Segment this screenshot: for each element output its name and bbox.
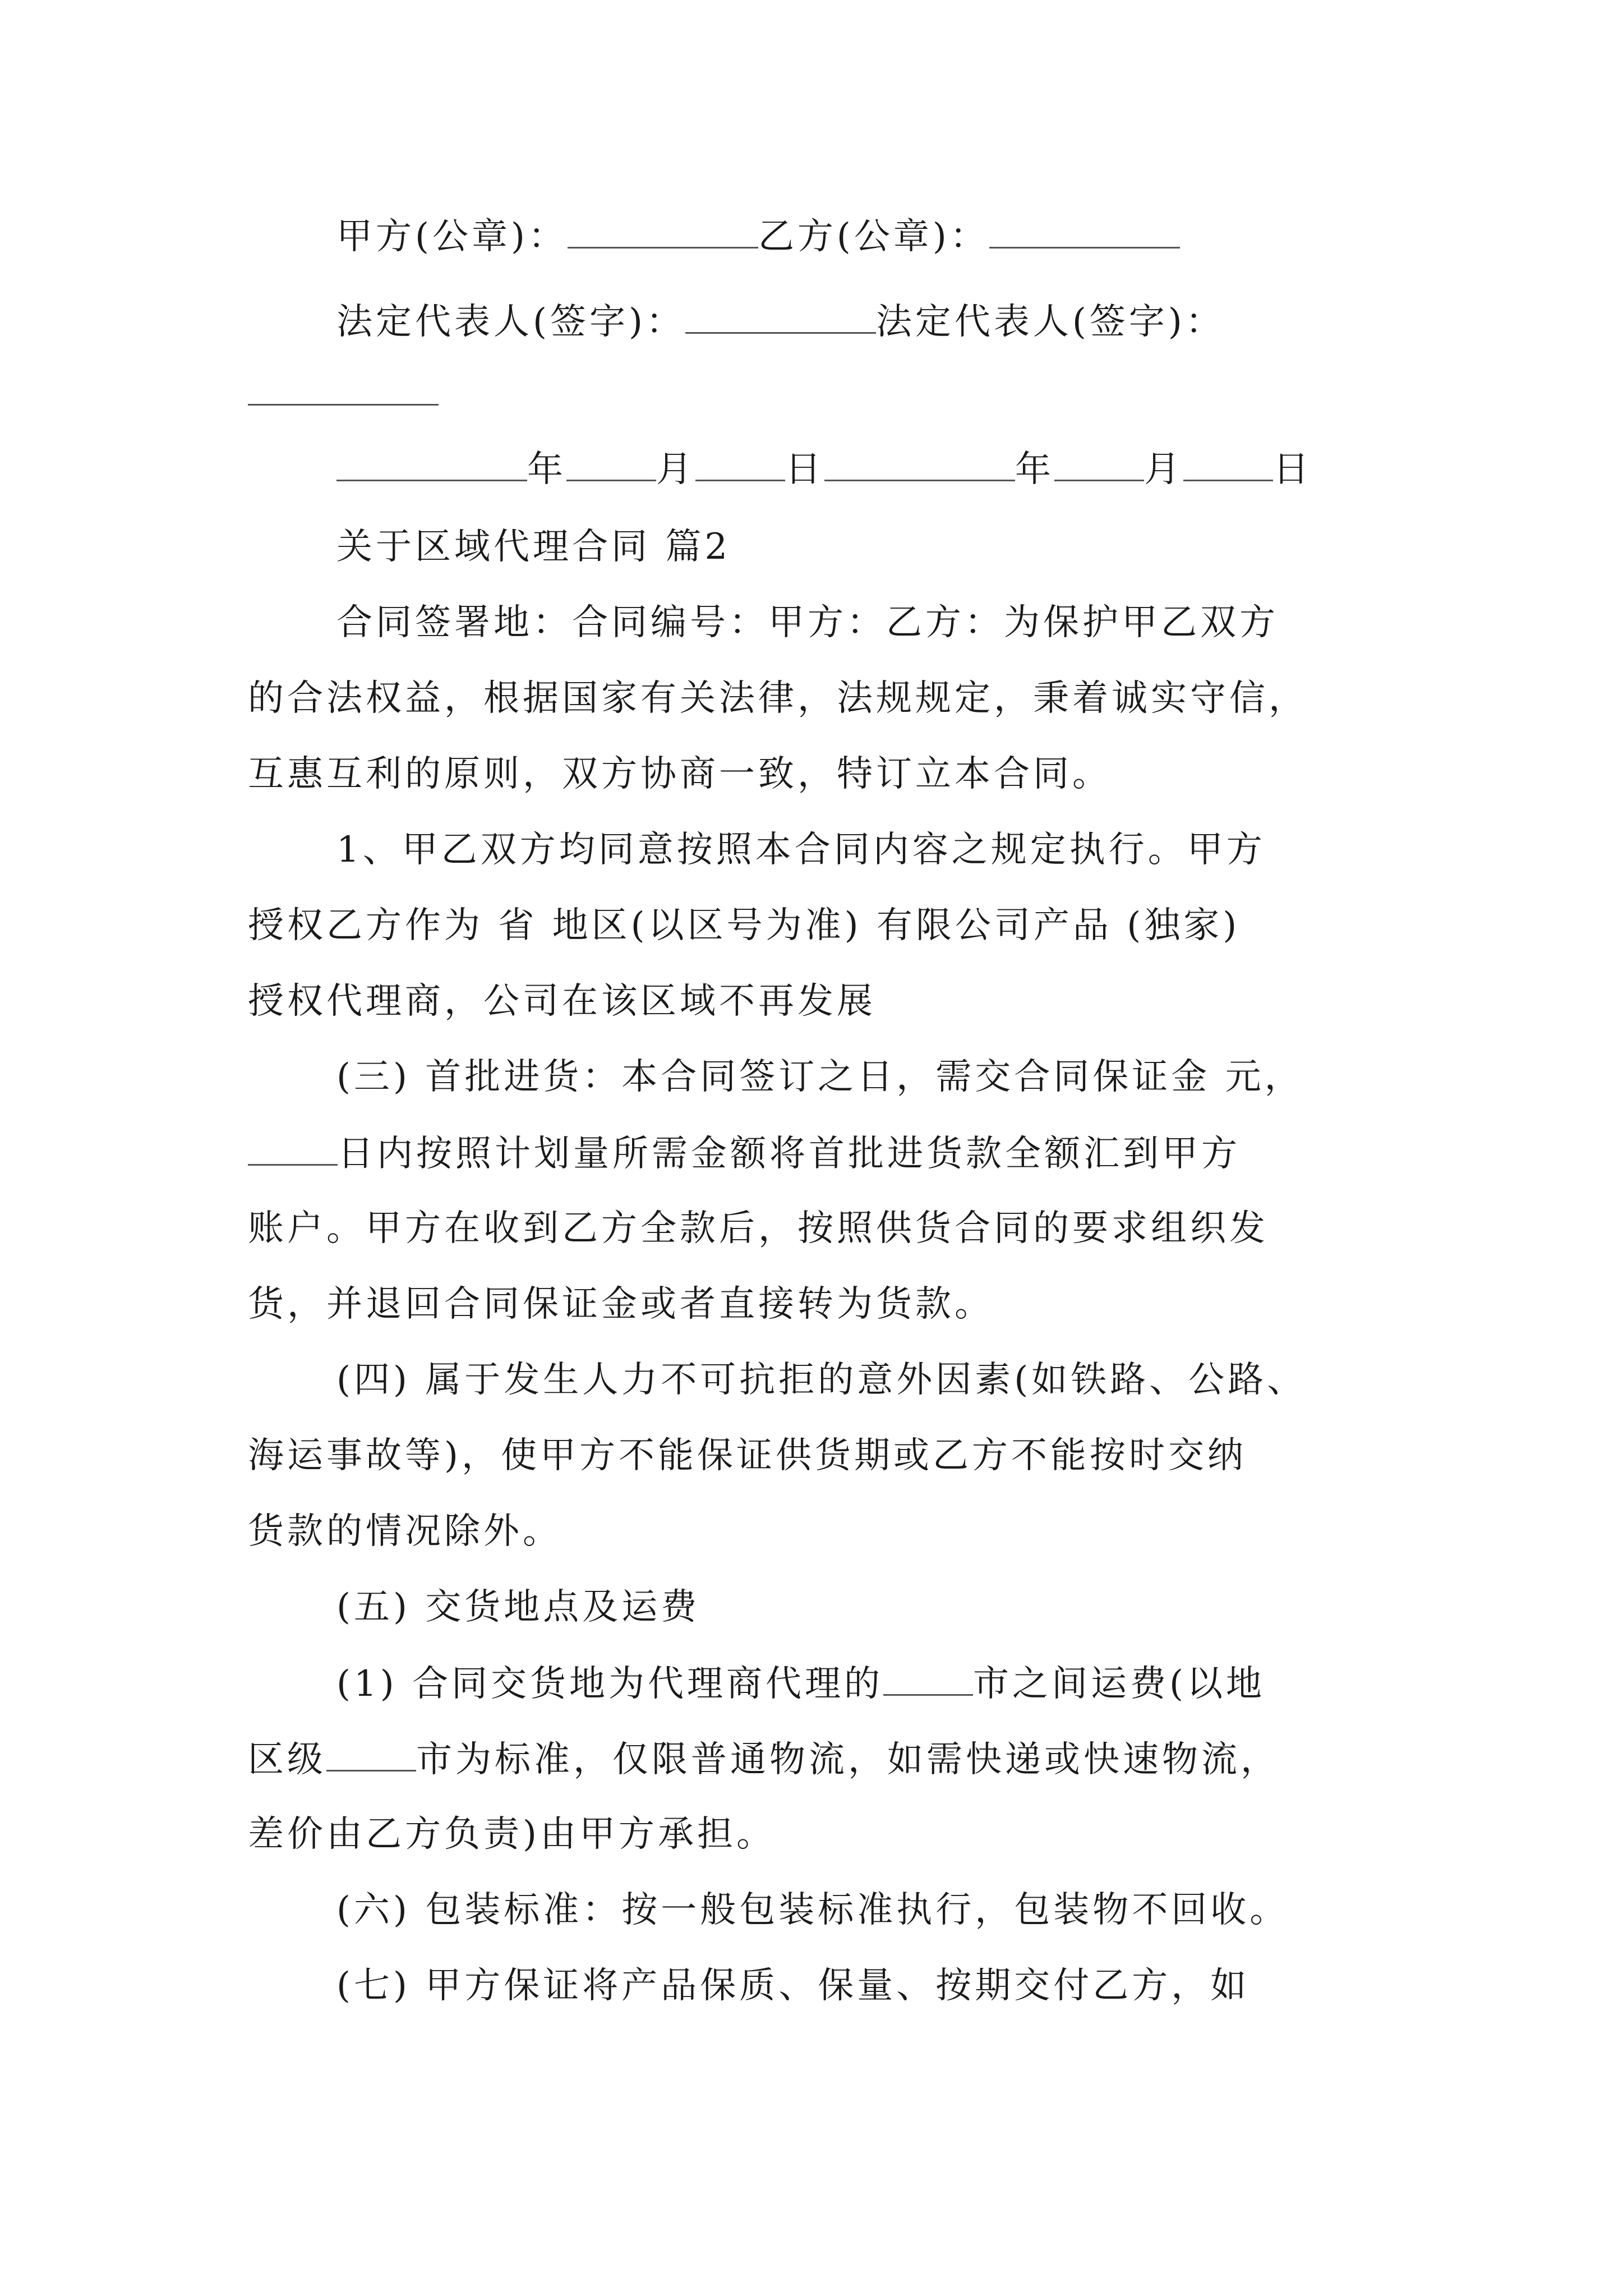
year-label-b: 年 xyxy=(1015,449,1054,490)
paragraph-text: 市为标准，仅限普通物流，如需快递或快速物流， xyxy=(416,1739,1280,1780)
paragraph-line: (七) 甲方保证将产品保质、保量、按期交付乙方，如 xyxy=(336,1965,1250,2007)
city-blank-a xyxy=(883,1660,973,1696)
paragraph-line: 账户。甲方在收到乙方全款后，按照供货合同的要求组织发 xyxy=(248,1208,1269,1249)
paragraph-line: 货款的情况除外。 xyxy=(248,1511,562,1552)
city-blank-b xyxy=(326,1736,416,1772)
party-b-seal-label: 乙方(公章)： xyxy=(758,216,989,257)
paragraph-text: 区级 xyxy=(248,1739,326,1780)
month-blank-a xyxy=(566,446,656,481)
paragraph-line xyxy=(336,1660,1265,1705)
year-label-a: 年 xyxy=(527,449,566,490)
day-label-a: 日 xyxy=(785,449,824,490)
paragraph-text: (1) 合同交货地为代理商代理的 xyxy=(336,1663,883,1705)
paragraph-line: 授权代理商，公司在该区域不再发展 xyxy=(248,981,876,1022)
party-a-seal-label: 甲方(公章)： xyxy=(336,216,568,257)
paragraph-line: 授权乙方作为 省 地区(以区号为准) 有限公司产品 (独家) xyxy=(248,905,1241,946)
paragraph-line xyxy=(248,1736,1280,1781)
paragraph-text: 日内按照计划量所需金额将首批进货款全额汇到甲方 xyxy=(338,1133,1241,1175)
paragraph-line: 海运事故等)，使甲方不能保证供货期或乙方不能按时交纳 xyxy=(248,1435,1247,1476)
day-blank-b xyxy=(1183,446,1273,481)
legal-rep-b-blank xyxy=(248,398,439,406)
paragraph-line: 1、甲乙双方均同意按照本合同内容之规定执行。甲方 xyxy=(336,829,1266,871)
seal-line xyxy=(336,213,1180,258)
paragraph-line: (四) 属于发生人力不可抗拒的意外因素(如铁路、公路、 xyxy=(336,1359,1307,1401)
legal-rep-line xyxy=(336,298,1225,343)
legal-rep-a-blank xyxy=(685,298,876,334)
month-label-a: 月 xyxy=(656,449,695,490)
days-blank xyxy=(248,1130,338,1166)
paragraph-line: 互惠互利的原则，双方协商一致，特订立本合同。 xyxy=(248,753,1112,795)
year-blank-a xyxy=(336,446,527,481)
paragraph-line xyxy=(248,1130,1241,1175)
month-blank-b xyxy=(1054,446,1144,481)
party-b-seal-blank xyxy=(989,213,1180,249)
paragraph-line: (三) 首批进货：本合同签订之日，需交合同保证金 元， xyxy=(336,1056,1304,1098)
day-blank-a xyxy=(695,446,785,481)
party-a-seal-blank xyxy=(568,213,758,249)
paragraph-line: 货，并退回合同保证金或者直接转为货款。 xyxy=(248,1283,994,1325)
paragraph-line: 合同签署地：合同编号：甲方：乙方：为保护甲乙双方 xyxy=(336,602,1279,643)
month-label-b: 月 xyxy=(1144,449,1183,490)
paragraph-line: (五) 交货地点及运费 xyxy=(336,1586,700,1628)
paragraph-line: 差价由乙方负责)由甲方承担。 xyxy=(248,1814,776,1855)
legal-rep-b-label: 法定代表人(签字)： xyxy=(875,301,1225,343)
year-blank-b xyxy=(824,446,1015,481)
day-label-b: 日 xyxy=(1273,449,1312,490)
paragraph-text: 市之间运费(以地 xyxy=(973,1663,1265,1705)
paragraph-line: 的合法权益，根据国家有关法律，法规规定，秉着诚实守信， xyxy=(248,678,1308,719)
legal-rep-a-label: 法定代表人(签字)： xyxy=(336,301,685,343)
date-line xyxy=(336,446,1312,491)
section-title: 关于区域代理合同 篇2 xyxy=(336,526,731,568)
paragraph-line: (六) 包装标准：按一般包装标准执行，包装物不回收。 xyxy=(336,1889,1289,1931)
